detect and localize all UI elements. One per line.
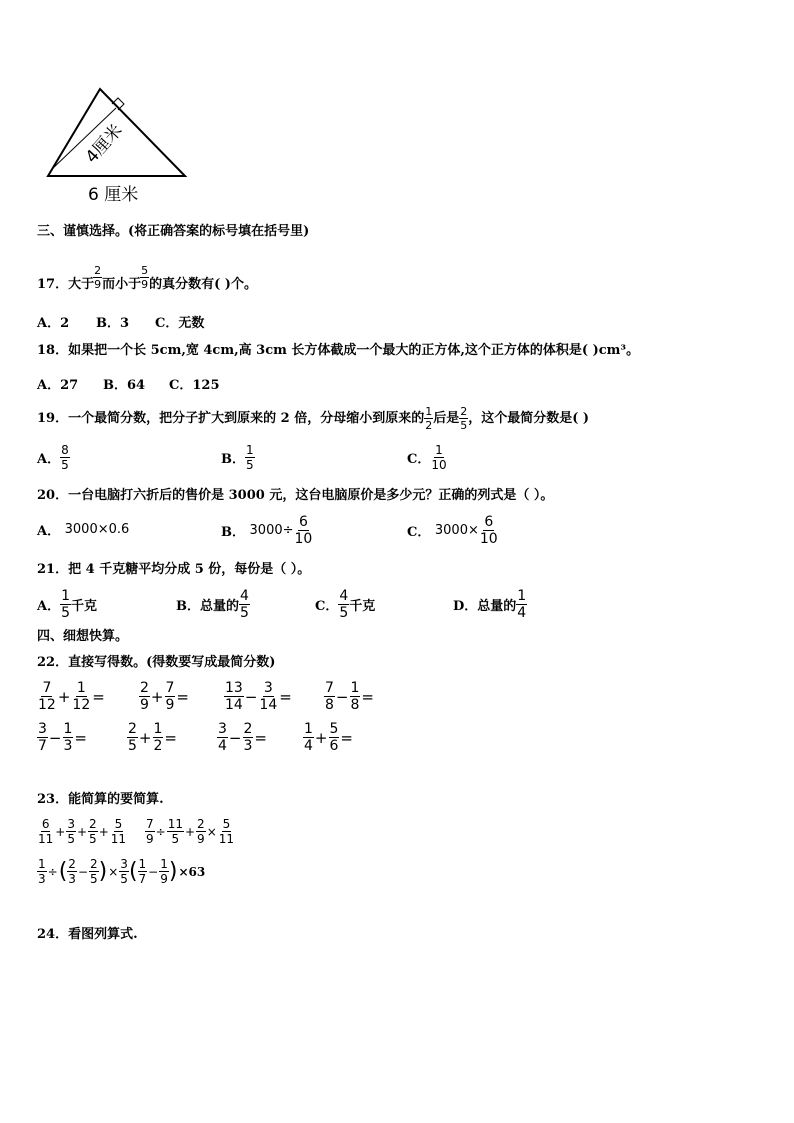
q20-option-c[interactable]: C． 3000× $\frac{6}{10}$ bbox=[407, 514, 498, 547]
section-three-title: 三、谨慎选择。(将正确答案的标号填在括号里) bbox=[37, 224, 310, 239]
q17-text-1: 大于 bbox=[68, 277, 95, 292]
q21-option-c-fraction: $\frac{4}{5}$ bbox=[339, 588, 349, 621]
q19-fraction-1: $\frac{1}{2}$ bbox=[425, 405, 433, 432]
q17-option-b[interactable]: B．3 bbox=[96, 316, 130, 331]
question-24: 24．看图列算式. bbox=[37, 927, 138, 942]
q18-option-b[interactable]: B．64 bbox=[103, 378, 146, 393]
q21-option-a-fraction: $\frac{1}{5}$ bbox=[61, 588, 71, 621]
q19-option-c[interactable]: C． $\frac{1}{10}$ bbox=[407, 443, 447, 472]
q19-option-b-fraction: $\frac{1}{5}$ bbox=[246, 443, 254, 472]
q22-item-4: $\frac{7}{8}$ − $\frac{1}{8}$ = bbox=[325, 680, 374, 713]
q21-option-c[interactable]: C． $\frac{4}{5}$ 千克 bbox=[315, 588, 376, 621]
section-four-title: 四、细想快算。 bbox=[37, 629, 129, 644]
q22-item-8: $\frac{1}{4}$ + $\frac{5}{6}$ = bbox=[304, 721, 353, 754]
q22-item-2: $\frac{2}{9}$ + $\frac{7}{9}$ = bbox=[140, 680, 189, 713]
q22-item-5: $\frac{3}{7}$ − $\frac{1}{3}$ = bbox=[38, 721, 87, 754]
q17-text-2: 而小于 bbox=[102, 277, 142, 292]
q17-fraction-2: $\frac{5}{9}$ bbox=[141, 264, 149, 291]
slant-label: 4厘米 bbox=[81, 120, 127, 168]
question-17 bbox=[37, 264, 257, 294]
q23-expression-1: $\frac{6}{11}$ + $\frac{3}{5}$ + $\frac{2}{5}$ + $\frac{5}{11}$ bbox=[38, 817, 127, 846]
q17-number: 17． bbox=[37, 277, 69, 292]
q21-option-d[interactable]: D．总量的 $\frac{1}{4}$ bbox=[453, 588, 527, 621]
q21-option-d-fraction: $\frac{1}{4}$ bbox=[517, 588, 527, 621]
q19-text-2: 后是 bbox=[433, 411, 460, 426]
q17-option-c[interactable]: C．无数 bbox=[155, 316, 205, 331]
question-23: 23．能简算的要简算. bbox=[37, 792, 164, 807]
q19-text-3: ，这个最简分数是( ) bbox=[468, 411, 590, 426]
base-label: 6 厘米 bbox=[88, 185, 139, 205]
q18-option-a[interactable]: A．27 bbox=[37, 378, 79, 393]
question-19 bbox=[37, 404, 589, 434]
q22-item-1: $\frac{7}{12}$ + $\frac{1}{12}$ = bbox=[38, 680, 105, 713]
q19-fraction-2: $\frac{2}{5}$ bbox=[460, 405, 468, 432]
question-20: 20．一台电脑打六折后的售价是 3000 元，这台电脑原价是多少元？正确的列式是（ ）。 bbox=[37, 488, 554, 503]
q22-item-7: $\frac{3}{4}$ − $\frac{2}{3}$ = bbox=[218, 721, 267, 754]
q19-text-1: 19．一个最简分数，把分子扩大到原来的 2 倍，分母缩小到原来的 bbox=[37, 411, 425, 426]
q23-expression-2: $\frac{7}{9}$ ÷ $\frac{11}{5}$ + $\frac{2}{9}$ × $\frac{5}{11}$ bbox=[146, 817, 235, 846]
q17-text-3: 的真分数有( )个。 bbox=[149, 277, 257, 292]
q20-option-c-fraction: $\frac{6}{10}$ bbox=[479, 514, 498, 547]
q19-option-c-fraction: $\frac{1}{10}$ bbox=[431, 443, 447, 472]
q17-fraction-1: $\frac{2}{9}$ bbox=[94, 264, 102, 291]
q20-option-b[interactable]: B． 3000÷ $\frac{6}{10}$ bbox=[221, 514, 313, 547]
q22-item-6: $\frac{2}{5}$ + $\frac{1}{2}$ = bbox=[128, 721, 177, 754]
question-21: 21．把 4 千克糖平均分成 5 份，每份是（ ）。 bbox=[37, 562, 311, 577]
question-22: 22．直接写得数。(得数要写成最简分数) bbox=[37, 655, 276, 670]
q21-option-a[interactable]: A． $\frac{1}{5}$ 千克 bbox=[37, 588, 98, 621]
q21-option-b-fraction: $\frac{4}{5}$ bbox=[240, 588, 249, 621]
q21-option-b[interactable]: B．总量的 $\frac{4}{5}$ bbox=[176, 588, 249, 621]
q18-option-c[interactable]: C．125 bbox=[169, 378, 220, 393]
q22-item-3: $\frac{13}{14}$ − $\frac{3}{14}$ = bbox=[225, 680, 292, 713]
triangle-figure bbox=[38, 86, 198, 210]
q17-option-a[interactable]: A．2 bbox=[37, 316, 70, 331]
q19-option-b[interactable]: B． $\frac{1}{5}$ bbox=[221, 443, 254, 472]
q23-expression-3: $\frac{1}{3}$ ÷( $\frac{2}{3}$ − $\frac{2}{5}$ )× $\frac{3}{5}$ ( $\frac{1}{7}$ − $\frac{1}{9}$ )×63 bbox=[38, 857, 206, 886]
q19-option-a-fraction: $\frac{8}{5}$ bbox=[61, 443, 69, 472]
question-18: 18．如果把一个长 5cm,宽 4cm,高 3cm 长方体截成一个最大的正方体,这个正方体的体积是( )cm³。 bbox=[37, 343, 640, 358]
q20-option-b-fraction: $\frac{6}{10}$ bbox=[294, 514, 313, 547]
q20-option-a[interactable]: A． 3000×0.6 bbox=[37, 522, 130, 539]
q19-option-a[interactable]: A． $\frac{8}{5}$ bbox=[37, 443, 69, 472]
